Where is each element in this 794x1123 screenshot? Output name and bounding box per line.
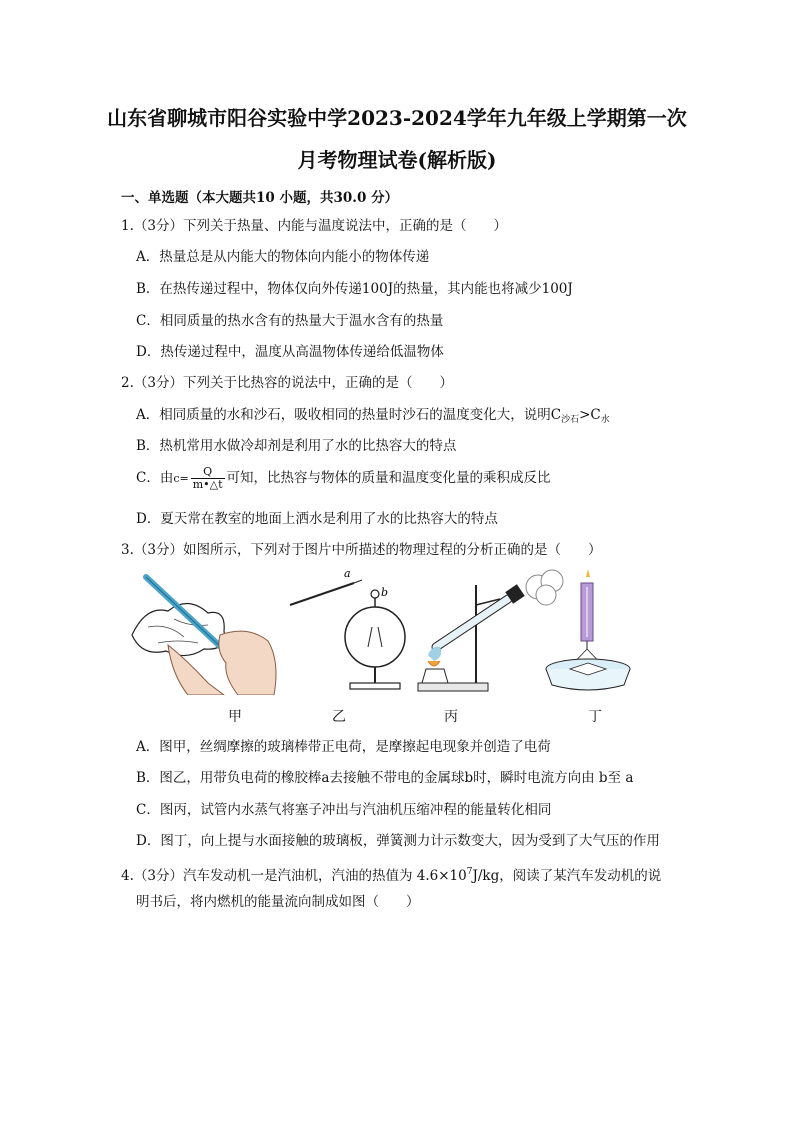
subscript-water: 水 bbox=[600, 415, 610, 425]
formula-denominator: m•△t bbox=[192, 478, 223, 491]
question-4-stem bbox=[121, 862, 661, 886]
figure-bing-illustration bbox=[418, 570, 563, 691]
page-title-line-2: 月考物理试卷(解析版) bbox=[297, 148, 497, 172]
figure-jia-illustration bbox=[132, 577, 276, 695]
formula-var: c= bbox=[173, 472, 189, 485]
question-1-option-b: B．在热传递过程中，物体仅向外传递100J的热量，其内能也将减少100J bbox=[136, 281, 573, 297]
question-1-option-c: C．相同质量的热水含有的热量大于温水含有的热量 bbox=[136, 313, 444, 329]
label-b: b bbox=[381, 586, 389, 599]
question-1-stem: 1.（3分）下列关于热量、内能与温度说法中，正确的是（ ） bbox=[121, 218, 507, 234]
question-3-option-b: B．图乙，用带负电荷的橡胶棒a去接触不带电的金属球b时，瞬时电流方向由 b至 a bbox=[136, 770, 634, 786]
question-3-option-d: D．图丁，向上提与水面接触的玻璃板，弹簧测力计示数变大，因为受到了大气压的作用 bbox=[136, 833, 660, 849]
figure-label-yi: 乙 bbox=[332, 709, 346, 725]
question-1-option-a: A．热量总是从内能大的物体向内能小的物体传递 bbox=[136, 249, 430, 265]
formula-numerator: Q bbox=[191, 466, 225, 479]
question-4-stem-post: J/kg，阅读了某汽车发动机的说 bbox=[472, 868, 662, 884]
experiment-figures bbox=[128, 565, 648, 695]
option-c-prefix: C．由 bbox=[136, 470, 174, 486]
question-1-option-d: D．热传递过程中，温度从高温物体传递给低温物体 bbox=[136, 344, 444, 360]
option-c-suffix: 可知，比热容与物体的质量和温度变化量的乘积成反比 bbox=[226, 470, 551, 486]
formula-fraction bbox=[191, 466, 225, 491]
figure-label-jia: 甲 bbox=[228, 709, 242, 725]
subscript-sand: 沙石 bbox=[561, 415, 580, 425]
exponent: 7 bbox=[466, 867, 473, 877]
question-2-option-d: D．夏天常在教室的地面上洒水是利用了水的比热容大的特点 bbox=[136, 511, 498, 527]
comparison: >C bbox=[579, 407, 601, 423]
question-2-stem: 2.（3分）下列关于比热容的说法中，正确的是（ ） bbox=[121, 375, 453, 391]
figure-label-ding: 丁 bbox=[588, 709, 602, 725]
page-title-line-1: 山东省聊城市阳谷实验中学2023-2024学年九年级上学期第一次 bbox=[107, 106, 687, 130]
question-2-option-a bbox=[136, 405, 610, 430]
question-3-option-c: C．图丙，试管内水蒸气将塞子冲出与汽油机压缩冲程的能量转化相同 bbox=[136, 802, 552, 818]
figure-yi-illustration bbox=[290, 567, 405, 689]
label-a: a bbox=[344, 567, 351, 580]
option-a-text: A．相同质量的水和沙石，吸收相同的热量时沙石的温度变化大，说明C bbox=[136, 407, 562, 423]
question-4-stem-line-2: 明书后，将内燃机的能量流向制成如图（ ） bbox=[136, 894, 420, 910]
question-2-option-c bbox=[136, 466, 551, 491]
question-3-option-a: A．图甲，丝绸摩擦的玻璃棒带正电荷，是摩擦起电现象并创造了电荷 bbox=[136, 739, 551, 755]
question-3-stem: 3.（3分）如图所示，下列对于图片中所描述的物理过程的分析正确的是（ ） bbox=[121, 542, 602, 558]
section-heading: 一、单选题（本大题共10 小题，共30.0 分） bbox=[121, 190, 399, 206]
question-4-stem-pre: 4.（3分）汽车发动机一是汽油机，汽油的热值为 4.6×10 bbox=[121, 868, 467, 884]
question-2-option-b: B．热机常用水做冷却剂是利用了水的比热容大的特点 bbox=[136, 438, 457, 454]
figure-label-bing: 丙 bbox=[444, 709, 458, 725]
